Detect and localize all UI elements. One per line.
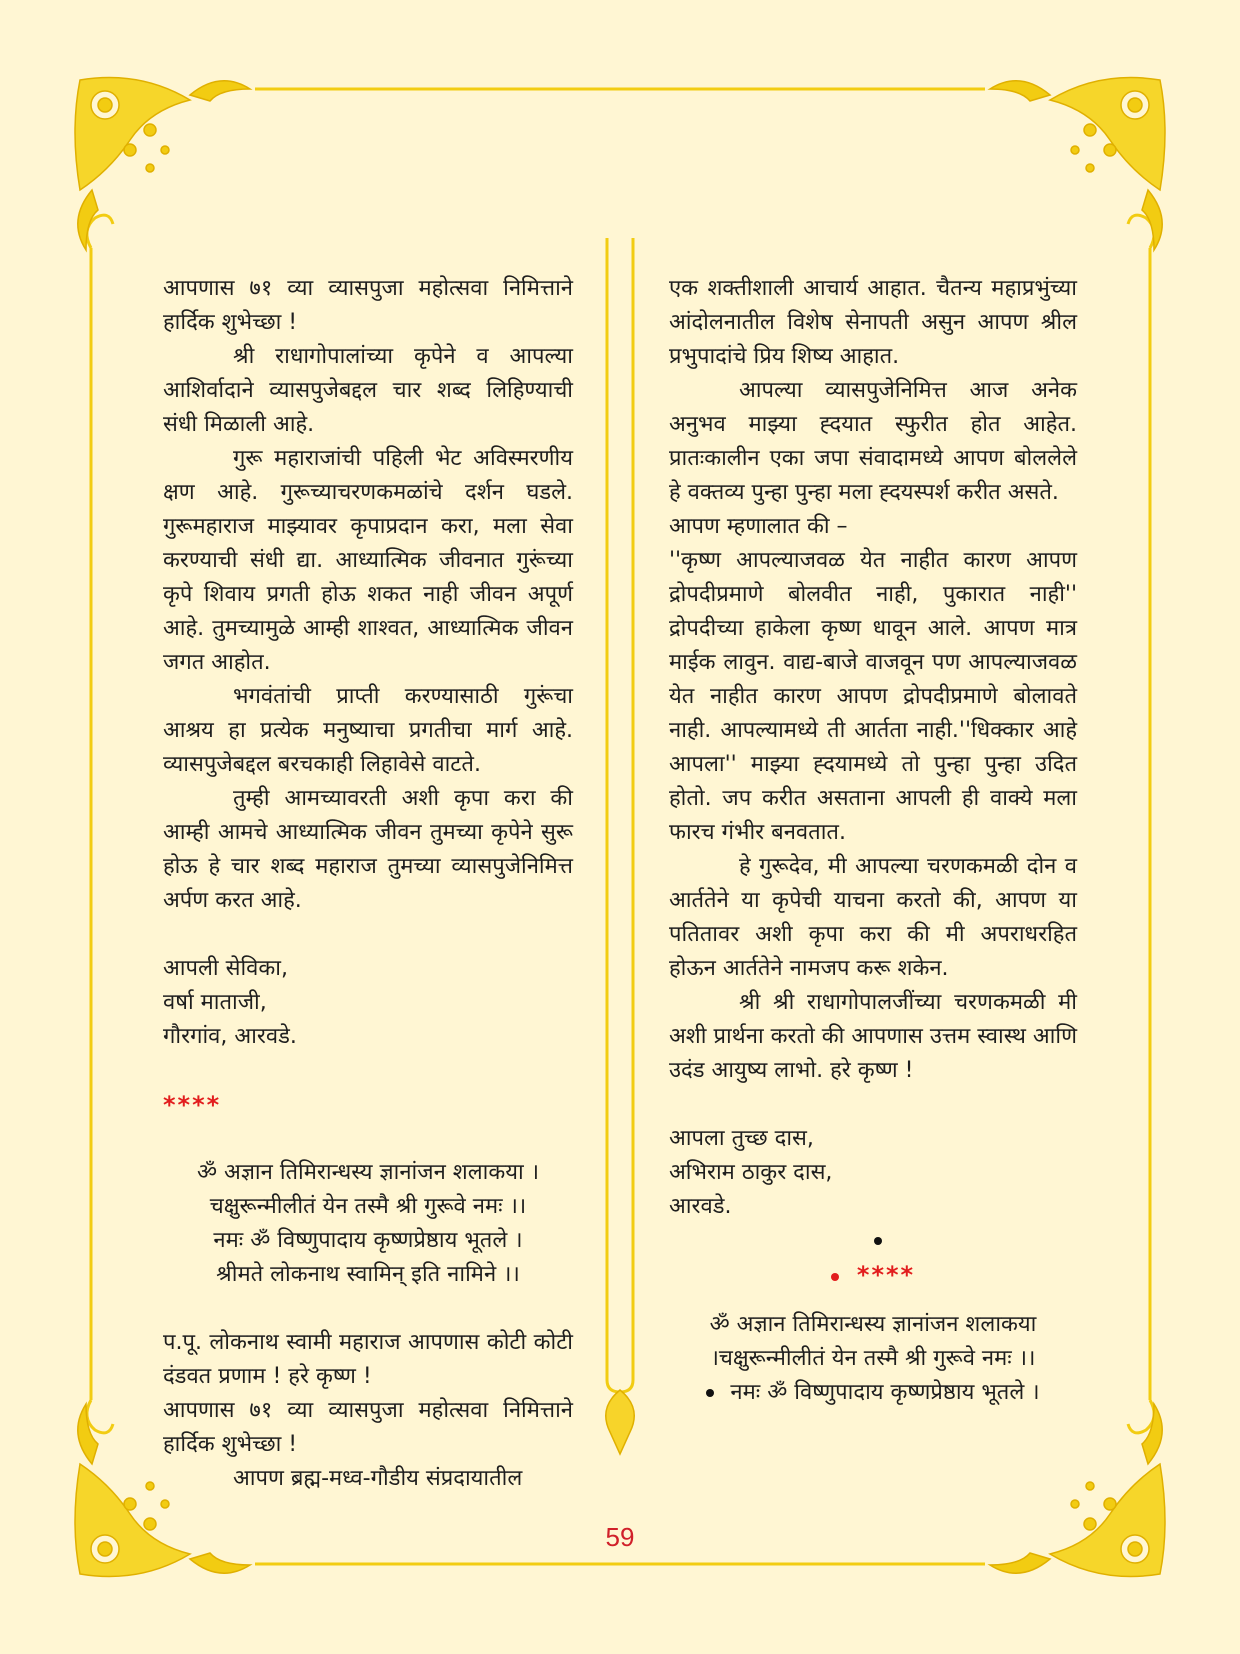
left-signature-line-1: आपली सेविका, xyxy=(163,956,288,981)
bullet-dot-icon xyxy=(874,1237,882,1245)
left-paragraph-greeting: आपणास ७१ व्या व्यासपुजा महोत्सवा निमित्ताने हार्दिक शुभेच्छा ! xyxy=(163,276,573,335)
right-verse-line-1: ॐ अज्ञान तिमिरान्धस्य ज्ञानांजन शलाकया xyxy=(709,1312,1037,1337)
right-verse-line-2: ।चक्षुरून्मीलीतं येन तस्मै श्री गुरूवे नमः ।। xyxy=(710,1346,1036,1371)
left-paragraph-shelter: भगवंतांची प्राप्ती करण्यासाठी गुरूंचा आश्रय हा प्रत्येक मनुष्याचा प्रगतीचा मार्ग आहे. व्यासपुजेबद्दल बरचकाही लिहावेसे वाटते. xyxy=(163,684,573,777)
right-signature-line-3: आरवडे. xyxy=(669,1194,732,1219)
right-signature-line-1: आपला तुच्छ दास, xyxy=(669,1126,814,1151)
left-paragraph-obeisances: प.पू. लोकनाथ स्वामी महाराज आपणास कोटी कोटी दंडवत प्रणाम ! हरे कृष्ण ! xyxy=(163,1330,573,1389)
right-paragraph-acharya: एक शक्तीशाली आचार्य आहात. चैतन्य महाप्रभुंच्या आंदोलनातील विशेष सेनापती असुन आपण श्रील प्रभुपादांचे प्रिय शिष्य आहात. xyxy=(669,276,1077,369)
left-column xyxy=(163,272,573,1496)
right-paragraph-prayer: हे गुरूदेव, मी आपल्या चरणकमळी दोन व आर्ततेने या कृपेची याचना करतो की, आपण या पतितावर अशी कृपा करा की मी अपराधरहित होऊन आर्ततेने नामजप करू शकेन. xyxy=(669,854,1077,981)
left-paragraph-first-meeting: गुरू महाराजांची पहिली भेट अविस्मरणीय क्षण आहे. गुरूच्याचरणकमळांचे दर्शन घडले. गुरूमहाराज माझ्यावर कृपाप्रदान करा, मला सेवा करण्याची संधी द्या. आध्यात्मिक जीवनात गुरूंच्या कृपे शिवाय प्रगती होऊ शकत नाही जीवन अपूर्ण आहे. तुमच्यामुळे आम्ही शाश्वत, आध्यात्मिक जीवन जगत आहोत. xyxy=(163,446,573,675)
right-column xyxy=(669,272,1077,1410)
right-signature-line-2: अभिराम ठाकुर दास, xyxy=(669,1160,833,1185)
left-paragraph-sampradaya: आपण ब्रह्म-मध्व-गौडीय संप्रदायातील xyxy=(233,1466,523,1491)
left-paragraph-blessings: श्री राधागोपालांच्या कृपेने व आपल्या आशिर्वादाने व्यासपुजेबद्दल चार शब्द लिहिण्याची संधी मिळाली आहे. xyxy=(163,344,573,437)
left-signature-line-3: गौरगांव, आरवडे. xyxy=(163,1024,297,1049)
page-number: 59 xyxy=(605,1522,635,1552)
corner-ornament-top-right xyxy=(990,78,1165,251)
right-paragraph-quote: ''कृष्ण आपल्याजवळ येत नाहीत कारण आपण द्रोपदीप्रमाणे बोलवीत नाही, पुकारात नाही'' द्रोपदीच्या हाकेला कृष्ण धावून आले. आपण मात्र माईक लावुन. वाद्य-बाजे वाजवून पण आपल्याजवळ येत नाहीत कारण आपण द्रोपदीप्रमाणे बोलावते नाही. आपल्यामध्ये ती आर्तता नाही.''धिक्कार आहे आपला'' माझ्या ह्दयामध्ये तो पुन्हा पुन्हा उदित होतो. जप करीत असताना आपली ही वाक्ये मला फारच गंभीर बनवतात. xyxy=(669,548,1077,845)
right-separator-dot xyxy=(669,1224,1077,1258)
left-verse-line-1: ॐ अज्ञान तिमिरान्धस्य ज्ञानांजन शलाकया । xyxy=(196,1160,540,1185)
column-divider xyxy=(607,238,633,1392)
right-section-separator-stars: **** xyxy=(856,1261,916,1289)
left-verse-line-3: नमः ॐ विष्णुपादाय कृष्णप्रेष्ठाय भूतले । xyxy=(213,1228,523,1253)
left-section-separator-stars: **** xyxy=(163,1091,222,1119)
bullet-dot-icon xyxy=(706,1389,714,1397)
right-section-separator xyxy=(669,1258,1077,1294)
left-verse-line-4: श्रीमते लोकनाथ स्वामिन् इति नामिने ।। xyxy=(216,1262,520,1287)
right-verse-line-3-text: नमः ॐ विष्णुपादाय कृष्णप्रेष्ठाय भूतले । xyxy=(730,1380,1040,1405)
right-paragraph-you-said: आपण म्हणालात की – xyxy=(669,514,848,539)
left-signature-line-2: वर्षा माताजी, xyxy=(163,990,267,1015)
divider-drop-ornament xyxy=(606,1390,634,1454)
red-dot-icon xyxy=(831,1273,839,1281)
left-paragraph-greeting-2: आपणास ७१ व्या व्यासपुजा महोत्सवा निमित्ताने हार्दिक शुभेच्छा ! xyxy=(163,1398,573,1457)
right-paragraph-experiences: आपल्या व्यासपुजेनिमित्त आज अनेक अनुभव माझ्या ह्दयात स्फुरीत होत आहेत. प्रातःकालीन एका जपा संवादामध्ये आपण बोललेले हे वक्तव्य पुन्हा पुन्हा मला ह्दयस्पर्श करीत असते. xyxy=(669,378,1077,505)
left-verse-line-2: चक्षुरून्मीलीतं येन तस्मै श्री गुरूवे नमः ।। xyxy=(209,1194,527,1219)
corner-ornament-top-left xyxy=(75,78,250,251)
left-paragraph-offering: तुम्ही आमच्यावरती अशी कृपा करा की आम्ही आमचे आध्यात्मिक जीवन तुमच्या कृपेने सुरू होऊ हे चार शब्द महाराज तुमच्या व्यासपुजेनिमित्त अर्पण करत आहे. xyxy=(163,786,573,913)
right-paragraph-wishes: श्री श्री राधागोपालजींच्या चरणकमळी मी अशी प्रार्थना करतो की आपणास उत्तम स्वास्थ आणि उदंड आयुष्य लाभो. हरे कृष्ण ! xyxy=(669,990,1077,1083)
right-verse-line-3 xyxy=(669,1376,1077,1410)
